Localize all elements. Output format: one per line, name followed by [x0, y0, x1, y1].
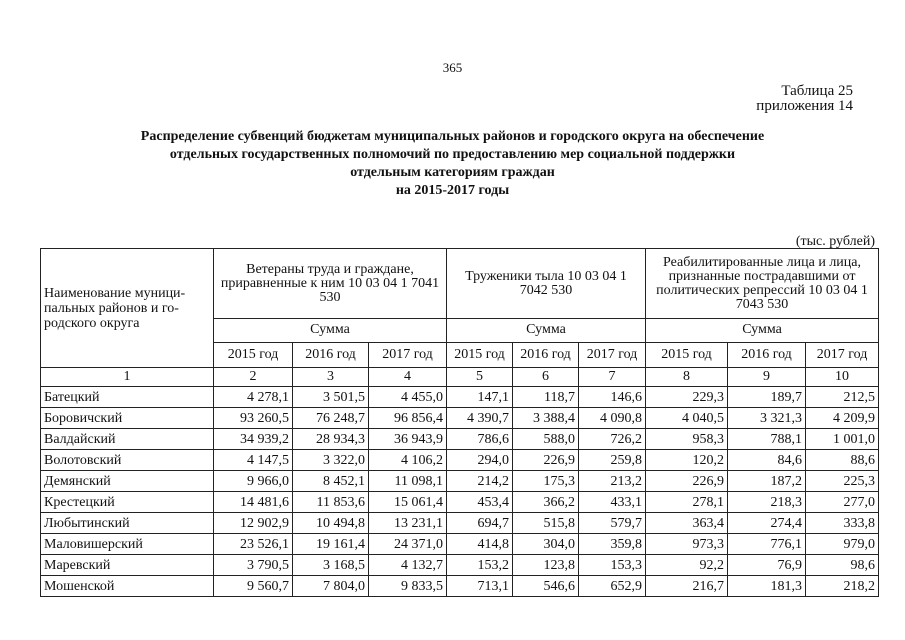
table-cell: 84,6	[728, 450, 806, 471]
table-cell: 216,7	[646, 576, 728, 597]
table-row	[41, 513, 879, 534]
table-row	[41, 555, 879, 576]
table-cell: 88,6	[806, 450, 879, 471]
table-cell: 226,9	[513, 450, 579, 471]
table-cell: 4 106,2	[369, 450, 447, 471]
table-cell: 726,2	[579, 429, 646, 450]
document-title	[0, 128, 905, 200]
table-row	[41, 429, 879, 450]
column-number: 2	[214, 368, 293, 387]
table-cell: 652,9	[579, 576, 646, 597]
title-line: отдельных государственных полномочий по предоставлению мер социальной поддержки	[169, 147, 736, 162]
column-number: 7	[579, 368, 646, 387]
table-cell: 28 934,3	[293, 429, 369, 450]
table-row	[41, 534, 879, 555]
table-cell: 175,3	[513, 471, 579, 492]
table-cell: 147,1	[447, 387, 513, 408]
table-cell: 226,9	[646, 471, 728, 492]
year-header: 2015 год	[646, 342, 728, 367]
table-cell: 9 833,5	[369, 576, 447, 597]
table-cell: 3 501,5	[293, 387, 369, 408]
table-cell: 588,0	[513, 429, 579, 450]
year-header: 2015 год	[214, 342, 293, 367]
table-cell: 118,7	[513, 387, 579, 408]
sum-header: Сумма	[646, 319, 879, 342]
table-cell: 713,1	[447, 576, 513, 597]
table-cell: 4 147,5	[214, 450, 293, 471]
table-cell: 333,8	[806, 513, 879, 534]
table-cell: 278,1	[646, 492, 728, 513]
table-cell: 1 001,0	[806, 429, 879, 450]
table-cell: 123,8	[513, 555, 579, 576]
table-reference	[756, 84, 853, 114]
table-cell: 3 388,4	[513, 408, 579, 429]
table-cell: 786,6	[447, 429, 513, 450]
table-cell: 4 278,1	[214, 387, 293, 408]
table-cell: 776,1	[728, 534, 806, 555]
table-cell: 187,2	[728, 471, 806, 492]
table-cell: 8 452,1	[293, 471, 369, 492]
units-label: (тыс. рублей)	[795, 234, 875, 249]
table-cell: 4 209,9	[806, 408, 879, 429]
table-cell: 93 260,5	[214, 408, 293, 429]
column-number: 1	[41, 368, 214, 387]
table-cell: 515,8	[513, 513, 579, 534]
table-cell: 218,2	[806, 576, 879, 597]
table-cell: 12 902,9	[214, 513, 293, 534]
table-cell: 214,2	[447, 471, 513, 492]
table-cell: 13 231,1	[369, 513, 447, 534]
table-cell: 146,6	[579, 387, 646, 408]
subsidy-table	[40, 248, 879, 597]
table-cell: 579,7	[579, 513, 646, 534]
veterans-group-header: Ветераны труда и граждане, приравненные к ним 10 03 04 1 7041 530	[214, 249, 447, 319]
table-cell: 414,8	[447, 534, 513, 555]
district-name-header: Наименование муници-пальных районов и го-родского округа	[41, 249, 214, 368]
year-header: 2017 год	[369, 342, 447, 367]
table-cell: 4 090,8	[579, 408, 646, 429]
column-number: 3	[293, 368, 369, 387]
table-cell: 181,3	[728, 576, 806, 597]
table-cell: 259,8	[579, 450, 646, 471]
title-line: Распределение субвенций бюджетам муниципальных районов и городского округа на обеспечение	[140, 129, 765, 144]
table-cell: 3 790,5	[214, 555, 293, 576]
year-header: 2016 год	[728, 342, 806, 367]
district-name: Демянский	[41, 471, 214, 492]
table-cell: 7 804,0	[293, 576, 369, 597]
table-cell: 98,6	[806, 555, 879, 576]
table-cell: 4 040,5	[646, 408, 728, 429]
district-name: Любытинский	[41, 513, 214, 534]
table-cell: 3 322,0	[293, 450, 369, 471]
table-row	[41, 492, 879, 513]
page-number: 365	[442, 60, 463, 75]
table-cell: 212,5	[806, 387, 879, 408]
table-cell: 36 943,9	[369, 429, 447, 450]
table-cell: 304,0	[513, 534, 579, 555]
table-cell: 363,4	[646, 513, 728, 534]
district-name: Боровичский	[41, 408, 214, 429]
table-cell: 34 939,2	[214, 429, 293, 450]
table-cell: 433,1	[579, 492, 646, 513]
table-ref-line: приложения 14	[756, 98, 853, 114]
table-cell: 546,6	[513, 576, 579, 597]
table-cell: 973,3	[646, 534, 728, 555]
year-header: 2016 год	[293, 342, 369, 367]
table-cell: 229,3	[646, 387, 728, 408]
table-cell: 9 560,7	[214, 576, 293, 597]
table-cell: 14 481,6	[214, 492, 293, 513]
table-cell: 120,2	[646, 450, 728, 471]
table-cell: 453,4	[447, 492, 513, 513]
table-cell: 213,2	[579, 471, 646, 492]
column-number: 6	[513, 368, 579, 387]
year-header: 2017 год	[806, 342, 879, 367]
column-number: 8	[646, 368, 728, 387]
column-number: 9	[728, 368, 806, 387]
table-cell: 3 168,5	[293, 555, 369, 576]
table-row	[41, 576, 879, 597]
table-row	[41, 408, 879, 429]
table-cell: 788,1	[728, 429, 806, 450]
table-cell: 4 132,7	[369, 555, 447, 576]
table-row	[41, 450, 879, 471]
table-cell: 11 098,1	[369, 471, 447, 492]
table-cell: 153,2	[447, 555, 513, 576]
title-line: на 2015-2017 годы	[395, 183, 510, 198]
repressed-group-header: Реабилитированные лица и лица, признанные пострадавшими от политических репрессий 10 03 04 1 7043 530	[646, 249, 879, 319]
table-cell: 153,3	[579, 555, 646, 576]
table-cell: 76,9	[728, 555, 806, 576]
table-cell: 225,3	[806, 471, 879, 492]
table-cell: 694,7	[447, 513, 513, 534]
table-cell: 294,0	[447, 450, 513, 471]
district-name: Мошенской	[41, 576, 214, 597]
sum-header: Сумма	[447, 319, 646, 342]
column-number: 10	[806, 368, 879, 387]
table-cell: 15 061,4	[369, 492, 447, 513]
home-front-group-header: Труженики тыла 10 03 04 1 7042 530	[447, 249, 646, 319]
table-cell: 3 321,3	[728, 408, 806, 429]
table-cell: 23 526,1	[214, 534, 293, 555]
column-number: 5	[447, 368, 513, 387]
table-cell: 4 455,0	[369, 387, 447, 408]
table-cell: 359,8	[579, 534, 646, 555]
table-cell: 92,2	[646, 555, 728, 576]
title-line: отдельным категориям граждан	[350, 165, 555, 180]
table-cell: 189,7	[728, 387, 806, 408]
table-ref-line: Таблица 25	[781, 83, 853, 99]
district-name: Крестецкий	[41, 492, 214, 513]
district-name: Валдайский	[41, 429, 214, 450]
district-name: Маревский	[41, 555, 214, 576]
table-cell: 96 856,4	[369, 408, 447, 429]
table-cell: 24 371,0	[369, 534, 447, 555]
table-cell: 366,2	[513, 492, 579, 513]
table-row	[41, 387, 879, 408]
table-cell: 274,4	[728, 513, 806, 534]
year-header: 2016 год	[513, 342, 579, 367]
district-name: Волотовский	[41, 450, 214, 471]
column-number: 4	[369, 368, 447, 387]
sum-header: Сумма	[214, 319, 447, 342]
district-name: Батецкий	[41, 387, 214, 408]
table-cell: 218,3	[728, 492, 806, 513]
table-cell: 76 248,7	[293, 408, 369, 429]
table-cell: 11 853,6	[293, 492, 369, 513]
table-cell: 4 390,7	[447, 408, 513, 429]
table-row	[41, 471, 879, 492]
year-header: 2015 год	[447, 342, 513, 367]
year-header: 2017 год	[579, 342, 646, 367]
table-cell: 958,3	[646, 429, 728, 450]
district-name: Маловишерский	[41, 534, 214, 555]
table-cell: 19 161,4	[293, 534, 369, 555]
table-cell: 277,0	[806, 492, 879, 513]
table-cell: 9 966,0	[214, 471, 293, 492]
table-cell: 979,0	[806, 534, 879, 555]
table-cell: 10 494,8	[293, 513, 369, 534]
